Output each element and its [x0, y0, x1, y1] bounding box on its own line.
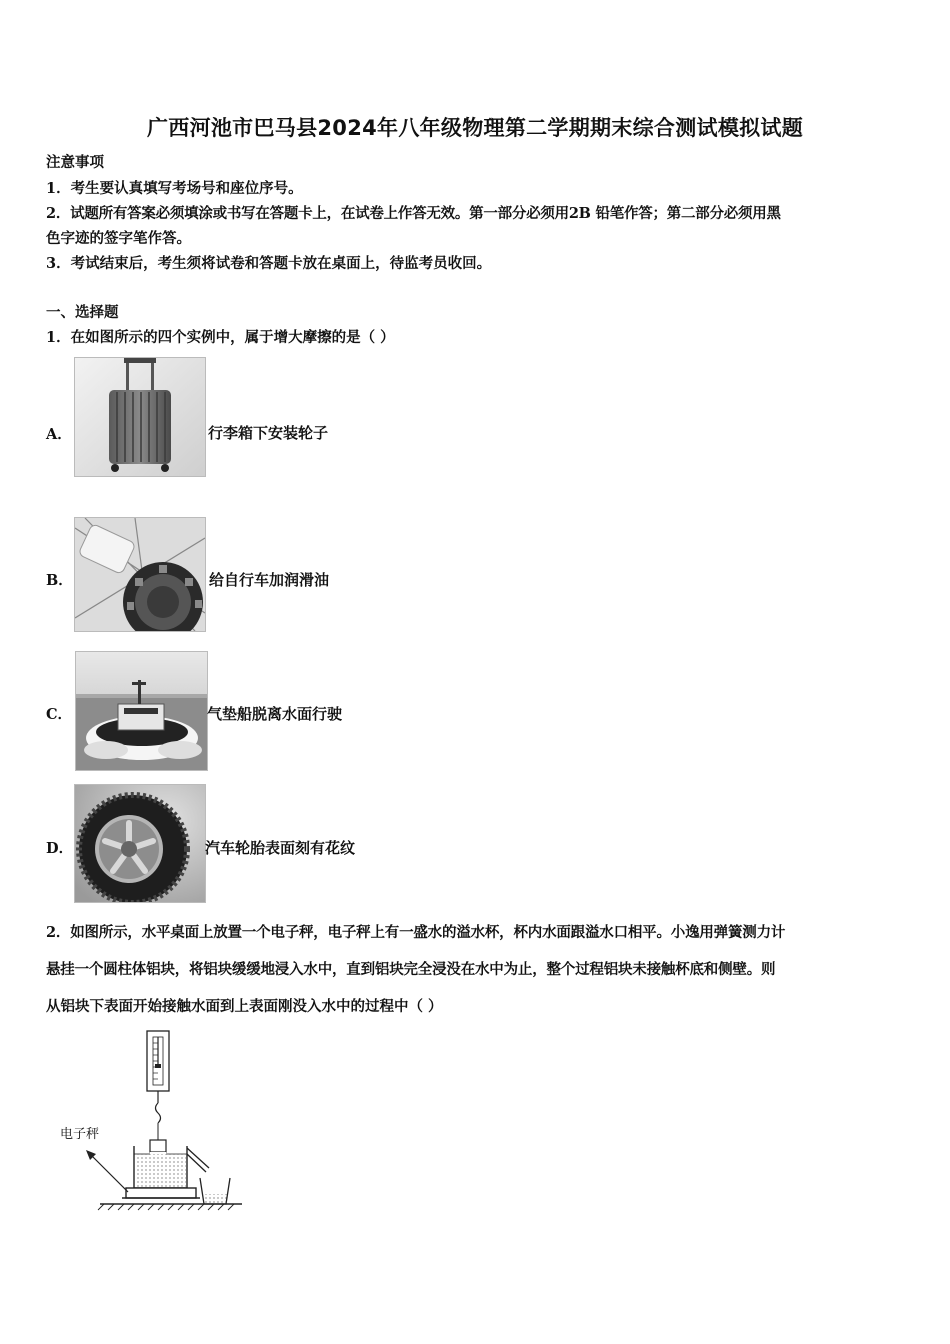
page-title: 广西河池市巴马县2024年八年级物理第二学期期末综合测试模拟试题 — [146, 116, 804, 140]
bicycle-oil-photo-icon — [74, 517, 206, 632]
question-2-line-1: 2．如图所示，水平桌面上放置一个电子秤，电子秤上有一盛水的溢水杯，杯内水面跟溢水口相平。小逸用弹簧测力计 — [46, 924, 786, 941]
section-heading: 一、选择题 — [46, 304, 119, 321]
option-c-letter: C． — [46, 706, 73, 723]
option-a-letter: A． — [46, 426, 72, 443]
option-b-text: 给自行车加润滑油 — [209, 571, 330, 589]
figure-label-electronic-scale: 电子秤 — [60, 1127, 100, 1142]
question-2-line-2: 悬挂一个圆柱体铝块，将铝块缓缓地浸入水中，直到铝块完全浸没在水中为止，整个过程铝块未接触杯底和侧壁。则 — [46, 961, 776, 978]
overflow-cup-diagram — [76, 1028, 246, 1212]
option-d-text: 汽车轮胎表面刻有花纹 — [205, 839, 356, 857]
question-1-stem: 1．在如图所示的四个实例中，属于增大摩擦的是（ ） — [46, 329, 395, 346]
notice-item-3: 3．考试结束后，考生须将试卷和答题卡放在桌面上，待监考员收回。 — [46, 255, 492, 272]
question-2-line-3: 从铝块下表面开始接触水面到上表面刚没入水中的过程中（ ） — [46, 998, 443, 1015]
hovercraft-photo-icon — [75, 651, 208, 771]
notice-item-2-cont: 色字迹的签字笔作答。 — [46, 230, 191, 247]
notice-heading: 注意事项 — [46, 154, 104, 171]
notice-item-1: 1．考生要认真填写考场号和座位序号。 — [46, 180, 303, 197]
tire-photo-icon — [74, 784, 206, 903]
notice-item-2: 2．试题所有答案必须填涂或书写在答题卡上，在试卷上作答无效。第一部分必须用2B 铅笔作答；第二部分必须用黑 — [46, 205, 781, 222]
option-c-text: 气垫船脱离水面行驶 — [207, 705, 343, 723]
suitcase-photo-icon — [74, 357, 206, 477]
option-a-text: 行李箱下安装轮子 — [208, 424, 329, 442]
option-b-letter: B． — [46, 572, 73, 589]
option-d-letter: D． — [46, 840, 74, 857]
